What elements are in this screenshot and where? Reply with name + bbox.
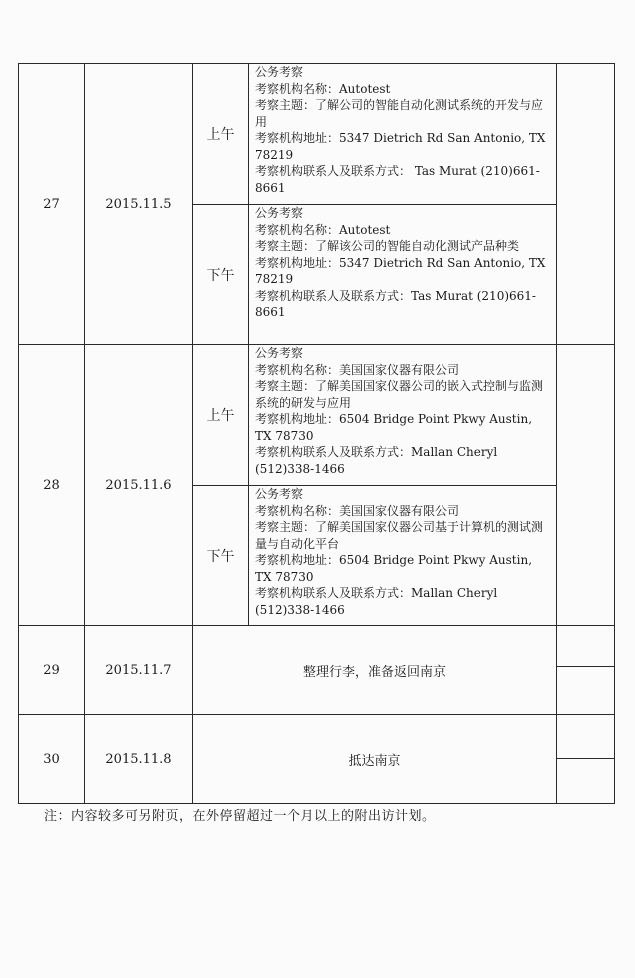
detail-line: 考察机构联系人及联系方式：Mallan Cheryl (512)338-1466 [255,445,498,476]
remarks-subcell [557,626,614,667]
table-row [19,626,615,715]
date-cell: 2015.11.5 [85,64,193,345]
detail-cell [249,345,557,486]
detail-line: 考察机构地址：6504 Bridge Point Pkwy Austin, TX 78730 [255,553,533,584]
remarks-subgrid [557,626,614,714]
day-number: 30 [19,715,85,804]
detail-line: 考察机构名称：Autotest [255,222,391,237]
detail-line: 考察机构地址：5347 Dietrich Rd San Antonio, TX 78219 [255,131,546,162]
detail-line: 考察主题：了解美国国家仪器公司的嵌入式控制与监测系统的研发与应用 [255,379,544,410]
detail-cell [249,486,557,626]
day-number: 27 [19,64,85,345]
date-cell: 2015.11.6 [85,345,193,626]
detail-line: 考察机构联系人及联系方式： Tas Murat (210)661-8661 [255,164,540,195]
detail-line: 考察机构名称：美国国家仪器有限公司 [255,503,460,518]
activity-cell: 抵达南京 [193,715,557,804]
remarks-cell [557,64,615,345]
date-cell: 2015.11.7 [85,626,193,715]
detail-line: 公务考察 [255,487,304,501]
table-row [19,715,615,804]
pm-label: 下午 [193,486,249,626]
detail-line: 考察主题：了解公司的智能自动化测试系统的开发与应用 [255,98,544,129]
remarks-cell [557,345,615,626]
remarks-cell [557,626,615,715]
detail-line: 公务考察 [255,65,304,79]
detail-line: 考察机构地址：6504 Bridge Point Pkwy Austin, TX 78730 [255,412,533,443]
remarks-subcell [557,759,614,804]
remarks-cell [557,715,615,804]
detail-line: 考察机构名称：Autotest [255,81,391,96]
detail-line: 公务考察 [255,346,304,360]
detail-cell [249,64,557,205]
detail-line: 考察主题：了解该公司的智能自动化测试产品种类 [255,239,520,253]
remarks-subcell [557,667,614,715]
footnote: 注：内容较多可另附页，在外停留超过一个月以上的附出访计划。 [44,809,436,824]
schedule-table [18,63,615,804]
detail-line: 考察主题：了解美国国家仪器公司基于计算机的测试测量与自动化平台 [255,520,544,551]
detail-cell [249,205,557,345]
table-row [19,345,615,486]
detail-line: 考察机构联系人及联系方式：Mallan Cheryl (512)338-1466 [255,586,498,617]
detail-line: 考察机构名称：美国国家仪器有限公司 [255,362,460,377]
detail-line: 考察机构联系人及联系方式：Tas Murat (210)661-8661 [255,288,536,319]
activity-cell: 整理行李，准备返回南京 [193,626,557,715]
date-cell: 2015.11.8 [85,715,193,804]
remarks-subgrid [557,715,614,803]
detail-line: 公务考察 [255,206,304,220]
day-number: 29 [19,626,85,715]
table-row [19,64,615,205]
am-label: 上午 [193,64,249,205]
am-label: 上午 [193,345,249,486]
remarks-subcell [557,715,614,759]
pm-label: 下午 [193,205,249,345]
day-number: 28 [19,345,85,626]
detail-line: 考察机构地址：5347 Dietrich Rd San Antonio, TX 78219 [255,255,546,286]
